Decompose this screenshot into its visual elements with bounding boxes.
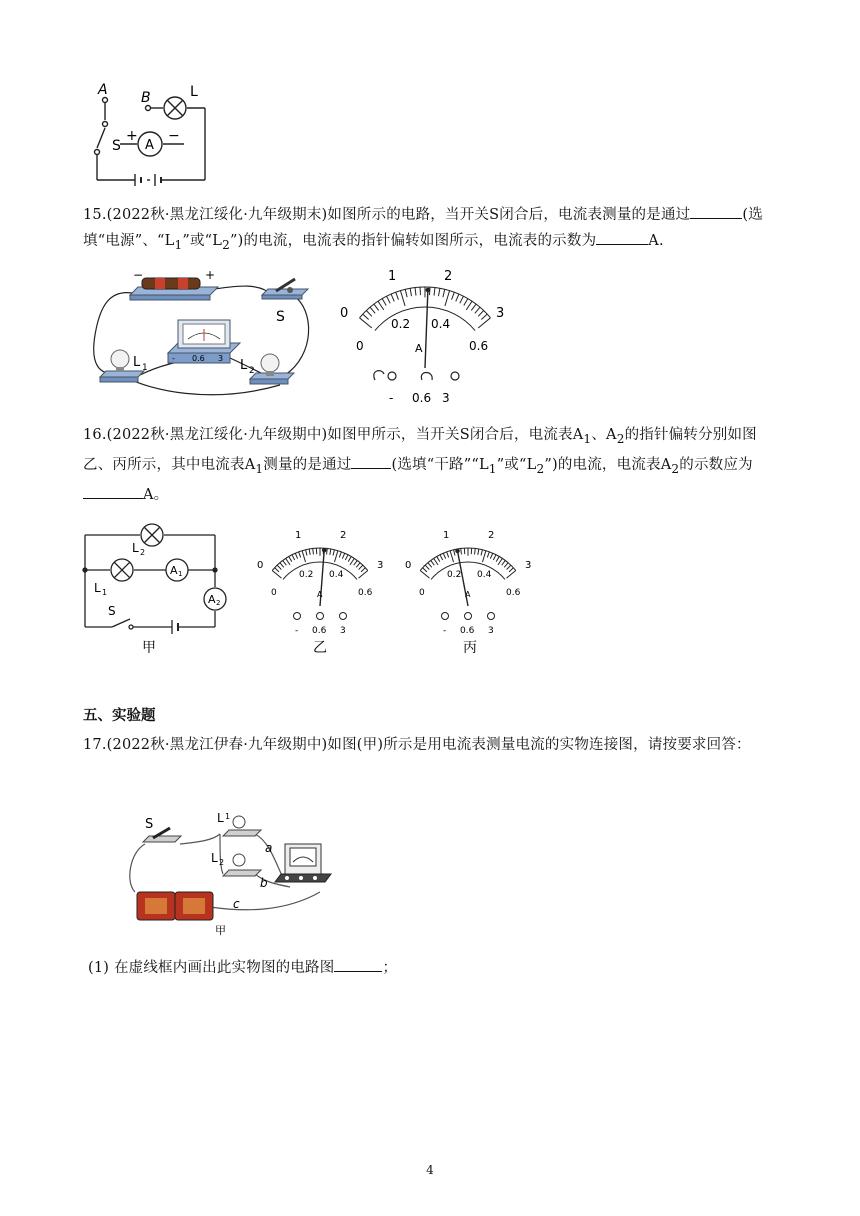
tick-label: 0.6 [358, 588, 373, 598]
question-text: A. [648, 233, 664, 249]
dial-needle-tip [322, 548, 326, 552]
label-l1: L [133, 355, 141, 370]
dial-tick [374, 304, 379, 310]
tick-label: 2 [444, 269, 453, 284]
dial-tick [382, 299, 386, 306]
dial-tick [475, 548, 476, 554]
dial-tick [306, 550, 307, 556]
dial-tick [295, 553, 297, 559]
question-number: 15. [83, 207, 107, 223]
meter-unit: A [465, 590, 471, 599]
tick-label: 2 [488, 530, 495, 541]
dial-tick [425, 565, 429, 569]
question-source: (2022秋·黑龙江绥化·九年级期中) [106, 427, 328, 443]
dial-tick [481, 314, 487, 319]
answer-blank[interactable] [690, 204, 742, 219]
answer-blank[interactable] [351, 454, 391, 469]
dial-tick [391, 294, 394, 301]
dial-tick [482, 551, 485, 562]
dial-tick [428, 563, 432, 568]
terminal-label: 3 [340, 626, 346, 636]
dial-tick [496, 556, 499, 561]
switch-icon [262, 279, 308, 325]
dial-tick [481, 550, 482, 556]
dial-tick [378, 301, 384, 310]
dial-needle-tip [426, 288, 430, 292]
dial-tick [498, 558, 502, 564]
terminal-label: - [295, 626, 299, 636]
question-text: 如图(甲)所示是用电流表测量电流的实物连接图，请按要求回答： [327, 737, 751, 753]
question-text: (选填“干路”“L [391, 456, 489, 473]
question-text: 、A [591, 427, 617, 443]
meter-unit: A [415, 342, 423, 355]
lamp-l2-icon [240, 354, 294, 384]
caption-bing: 丙 [463, 640, 477, 655]
tick-label: 0.2 [447, 570, 462, 580]
question-text: 的指针偏转分别如图乙、丙所示，其中电流表A [83, 427, 757, 473]
label-l2-sub: 2 [140, 548, 146, 557]
tick-label: 0.4 [329, 570, 344, 580]
dial-tick [277, 565, 281, 569]
dial-tick [299, 552, 301, 558]
panel-label: - [172, 354, 175, 363]
dial-tick [423, 568, 427, 572]
tick-label: 0 [419, 588, 425, 598]
subscript: 2 [222, 237, 231, 252]
panel-label: 0.6 [192, 354, 205, 363]
battery-holder-icon [130, 268, 218, 300]
dial-tick [415, 288, 416, 296]
tick-label: 0.4 [431, 317, 451, 331]
page-number: 4 [426, 1163, 434, 1177]
dial-tick [440, 555, 443, 560]
label-wire-a: a [265, 841, 273, 855]
dial-tick [420, 570, 429, 578]
dial-tick [461, 548, 462, 554]
tick-label: 1 [443, 530, 450, 541]
dial-tick [327, 548, 328, 554]
caption-yi: 乙 [313, 640, 327, 655]
dial-tick [466, 301, 472, 310]
terminal-label: 3 [488, 626, 494, 636]
subscript: 2 [616, 431, 625, 446]
figure-q17-physical-circuit [125, 812, 345, 937]
dial-tick [272, 570, 281, 578]
dial-tick [330, 549, 331, 555]
label-wire-b: b [260, 876, 268, 890]
dial-tick [400, 291, 405, 306]
question-number: 16. [83, 427, 107, 443]
dial-tick [493, 555, 496, 560]
dial-tick [366, 311, 372, 317]
ammeter-a2: A [208, 593, 216, 606]
dial-tick [452, 292, 455, 300]
dial-tick [434, 558, 438, 564]
label-l2-sub: 2 [249, 366, 255, 376]
lamp-l1-icon [217, 812, 261, 836]
dial-tick [434, 288, 435, 296]
dial-tick [443, 289, 445, 297]
label-l1: L [217, 812, 224, 825]
dial-tick [342, 553, 344, 559]
question-text: A。 [143, 486, 169, 503]
ammeter-device-icon [275, 844, 331, 882]
subscript: 1 [255, 461, 264, 476]
answer-blank[interactable] [596, 230, 648, 245]
dial-tick [348, 556, 351, 561]
subscript: 2 [671, 461, 680, 476]
lamp-l2-icon [211, 851, 261, 876]
dial-arc [283, 562, 357, 579]
label-l1-sub: 1 [225, 812, 231, 821]
meter-unit: A [317, 590, 323, 599]
battery-plus: + [205, 268, 216, 282]
dial-arc [375, 307, 475, 331]
question-text: 如图甲所示，当开关S闭合后，电流表A [327, 427, 584, 443]
figure-q15-physical-circuit [80, 265, 320, 415]
terminal-label: 3 [442, 391, 450, 405]
dial-tick [471, 304, 476, 310]
tick-label: 0.2 [391, 317, 411, 331]
dial-tick [502, 560, 506, 565]
switch-icon [143, 817, 181, 842]
terminal-label: 0.6 [312, 626, 327, 636]
minus-sign: − [168, 128, 180, 144]
label-s: S [276, 309, 285, 325]
dial-tick [460, 296, 464, 303]
label-s: S [112, 138, 121, 154]
tick-label: 0 [340, 306, 349, 321]
question-text: (1) 在虚线框内画出此实物图的电路图 [88, 960, 335, 976]
dial-tick [350, 558, 354, 564]
ammeter-symbol: A [145, 138, 154, 153]
caption-jia: 甲 [142, 640, 156, 656]
dial-tick [292, 555, 295, 560]
figure-q16-circuit-jia [80, 520, 240, 660]
dial-tick [370, 307, 375, 313]
answer-blank[interactable] [83, 484, 143, 499]
tick-label: 3 [496, 306, 505, 321]
tick-label: 1 [295, 530, 302, 541]
dial-tick [387, 296, 391, 303]
question-text: ”或“L [496, 456, 537, 473]
dial-tick [490, 553, 492, 559]
dial-tick [507, 565, 511, 569]
ammeter-a1-sub: 1 [178, 570, 183, 578]
dial-tick [354, 560, 358, 565]
question-text: ”)的电流，电流表A [544, 456, 672, 473]
dial-tick [283, 560, 287, 565]
tick-label: 3 [377, 560, 384, 571]
ammeter-a2-sub: 2 [216, 599, 221, 607]
tick-label: 1 [388, 269, 397, 284]
dial-tick [302, 551, 305, 562]
label-a: A [98, 82, 108, 98]
terminal-label: 0.6 [412, 391, 432, 405]
dial-tick [275, 568, 279, 572]
dial-tick [410, 288, 411, 296]
dial-tick [356, 563, 360, 568]
battery-icon [137, 892, 213, 920]
dial-tick [487, 552, 489, 558]
section-title: 五、实验题 [83, 707, 156, 724]
dial-needle-tip [456, 549, 460, 553]
label-l2: L [132, 541, 139, 555]
dial-tick [507, 570, 516, 578]
figure-q15-meter-dial [330, 262, 520, 412]
label-b: B [141, 90, 151, 106]
dial-tick [359, 570, 368, 578]
dial-tick [360, 318, 372, 328]
question-text: 如图所示的电路，当开关S闭合后，电流表测量的是通过 [327, 207, 691, 223]
lamp-l1-icon [100, 350, 148, 382]
terminal-label: - [389, 391, 394, 405]
dial-tick [478, 311, 484, 317]
dial-tick [334, 551, 337, 562]
question-17 [83, 732, 783, 758]
subscript: 1 [583, 431, 592, 446]
question-text: ； [382, 960, 398, 976]
tick-label: 0 [271, 588, 277, 598]
dial-tick [437, 556, 440, 561]
dial-tick [333, 550, 334, 556]
dial-needle [425, 290, 428, 368]
ammeter-a1: A [170, 564, 178, 577]
panel-label: 3 [218, 354, 224, 363]
dial-tick [405, 289, 407, 297]
tick-label: 0 [356, 339, 364, 353]
question-text: 的示数应为 [679, 456, 753, 473]
battery-minus: − [133, 268, 144, 282]
label-l2: L [240, 358, 248, 373]
dial-tick [450, 551, 453, 562]
dial-tick [359, 565, 363, 569]
dial-tick [339, 552, 341, 558]
figure-caption: 甲 [215, 924, 226, 937]
dial-tick [396, 292, 399, 300]
question-17-part-1 [88, 955, 788, 981]
question-text: ”或“L [182, 233, 223, 249]
dial-tick [478, 549, 479, 555]
subscript: 1 [488, 461, 497, 476]
tick-label: 0.4 [477, 570, 492, 580]
dial-tick [438, 288, 439, 296]
tick-label: 0 [405, 560, 412, 571]
label-l1: L [94, 581, 101, 595]
question-source: (2022秋·黑龙江伊春·九年级期中) [106, 737, 328, 753]
label-l: L [190, 84, 198, 100]
question-text: (选填“电源”、“L [83, 207, 763, 249]
dial-tick [431, 560, 435, 565]
label-l1-sub: 1 [102, 588, 108, 597]
subscript: 2 [536, 461, 545, 476]
question-source: (2022秋·黑龙江绥化·九年级期末) [106, 207, 328, 223]
dial-tick [313, 548, 314, 554]
tick-label: 2 [340, 530, 347, 541]
dial-tick [464, 299, 468, 306]
dial-tick [445, 291, 450, 306]
question-number: 17. [83, 737, 107, 753]
dial-tick [280, 563, 284, 568]
tick-label: 0.2 [299, 570, 314, 580]
ammeter-device-icon [168, 320, 240, 363]
dial-tick [286, 558, 290, 564]
dial-tick [509, 568, 513, 572]
figure-q16-meter-yi [253, 525, 393, 655]
dial-tick [361, 568, 365, 572]
subscript: 1 [174, 237, 183, 252]
figure-q14-circuit [80, 80, 220, 190]
dial-tick [475, 307, 480, 313]
question-16 [83, 422, 783, 508]
dial-tick [289, 556, 292, 561]
tick-label: 3 [525, 560, 532, 571]
label-l1-sub: 1 [142, 363, 148, 373]
dial-arc [431, 562, 505, 579]
label-s: S [108, 604, 116, 618]
figure-q16-meter-bing [401, 525, 541, 655]
plus-sign: + [126, 128, 138, 144]
tick-label: 0.6 [469, 339, 489, 353]
dial-tick [447, 552, 449, 558]
dial-tick [478, 318, 490, 328]
label-s: S [145, 817, 154, 832]
question-text: ”)的电流，电流表的指针偏转如图所示，电流表的示数为 [230, 233, 597, 249]
label-l2-sub: 2 [219, 858, 225, 867]
dial-tick [504, 563, 508, 568]
answer-blank[interactable] [334, 957, 382, 972]
terminal-label: 0.6 [460, 626, 475, 636]
question-text: 测量的是通过 [263, 456, 352, 473]
question-15 [83, 202, 783, 258]
dial-tick [345, 555, 348, 560]
terminal-label: - [443, 626, 447, 636]
label-l2: L [211, 851, 218, 865]
dial-tick [454, 550, 455, 556]
dial-tick [443, 553, 445, 559]
dial-tick [456, 294, 459, 301]
dial-tick [363, 314, 369, 319]
label-wire-c: c [233, 897, 240, 911]
tick-label: 0 [257, 560, 264, 571]
tick-label: 0.6 [506, 588, 521, 598]
dial-tick [309, 549, 310, 555]
